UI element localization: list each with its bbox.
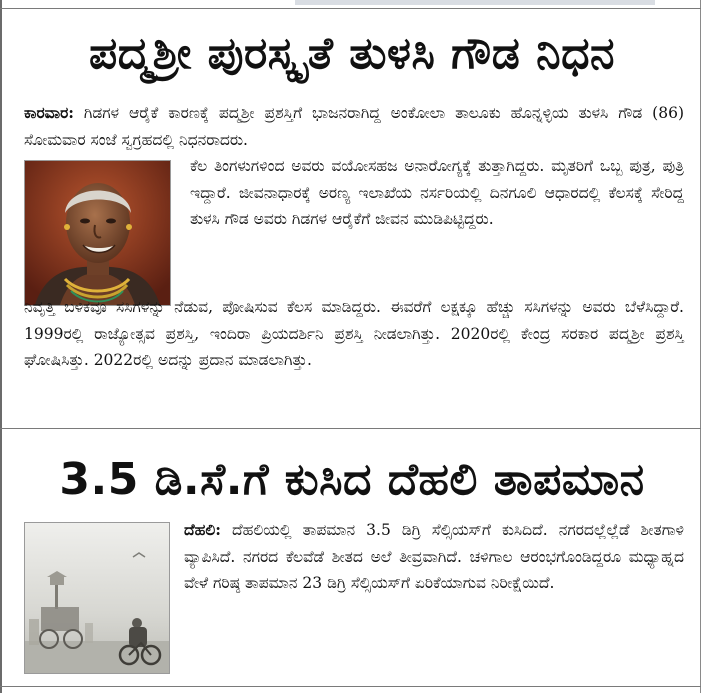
article-1-paragraph-3: ನಿವೃತ್ತಿ ಬಳಿಕವೂ ಸಸಿಗಳನ್ನು ನೆಡುವ, ಪೋಷಿಸುವ ಕೆಲಸ ಮಾಡಿದ್ದರು. ಈವರೆಗೆ ಲಕ್ಷಕ್ಕೂ ಹೆಚ್ಚು ಸಸಿಗಳನ್ನು ಅವರು ಬೆಳೆಸಿದ್ದಾರೆ. 1999ರಲ್ಲಿ ರಾಜ್ಯೋತ್ಸವ ಪ್ರಶಸ್ತಿ, ಇಂದಿರಾ ಪ್ರಿಯದರ್ಶಿನಿ ಪ್ರಶಸ್ತಿ ನೀಡಲಾಗಿತ್ತು. 2020ರಲ್ಲಿ ಕೇಂದ್ರ ಸರಕಾರ ಪದ್ಮಶ್ರೀ ಪ್ರಶಸ್ತಿ ಘೋಷಿಸಿತ್ತು. 2022ರಲ್ಲಿ ಅದನ್ನು ಪ್ರದಾನ ಮಾಡಲಾಗಿತ್ತು. bbox=[24, 298, 684, 369]
top-edge-strip bbox=[295, 0, 655, 5]
article-2-headline: 3.5 ಡಿ.ಸೆ.ಗೆ ಕುಸಿದ ದೆಹಲಿ ತಾಪಮಾನ bbox=[59, 454, 645, 505]
left-border bbox=[0, 0, 2, 693]
article-1-dateline: ಕಾರವಾರ: bbox=[24, 103, 74, 122]
article-1-paragraph-1 bbox=[24, 100, 684, 153]
right-column-rule bbox=[700, 0, 701, 693]
article-2-dateline: ದೆಹಲಿ: bbox=[184, 520, 221, 539]
tulasi-gowda-portrait-photo bbox=[24, 160, 171, 306]
article-1-paragraph-2: ಕೆಲ ತಿಂಗಳುಗಳಿಂದ ಅವರು ವಯೋಸಹಜ ಅನಾರೋಗ್ಯಕ್ಕೆ ತುತ್ತಾಗಿದ್ದರು. ಮೃತರಿಗೆ ಒಬ್ಬ ಪುತ್ರ, ಪುತ್ರಿ ಇದ್ದಾರೆ. ಜೀವನಾಧಾರಕ್ಕೆ ಅರಣ್ಯ ಇಲಾಖೆಯ ನರ್ಸರಿಯಲ್ಲಿ ದಿನಗೂಲಿ ಆಧಾರದಲ್ಲಿ ಕೆಲಸಕ್ಕೆ ಸೇರಿದ್ದ ತುಳಸಿ ಗೌಡ ಅವರು ಗಿಡಗಳ ಆರೈಕೆಗೆ ಜೀವನ ಮುಡಿಪಿಟ್ಟಿದ್ದರು. bbox=[190, 157, 684, 228]
bottom-rule bbox=[0, 686, 701, 687]
article-2-paragraph-1 bbox=[184, 517, 684, 597]
article-1-paragraph-1-text: ಗಿಡಗಳ ಆರೈಕೆ ಕಾರಣಕ್ಕೆ ಪದ್ಮಶ್ರೀ ಪ್ರಶಸ್ತಿಗೆ ಭಾಜನರಾಗಿದ್ದ ಅಂಕೋಲಾ ತಾಲೂಕು ಹೊನ್ನಳ್ಳಿಯ ತುಳಸಿ ಗೌಡ (86) ಸೋಮವಾರ ಸಂಜೆ ಸ್ವಗ್ರಹದಲ್ಲಿ ನಿಧನರಾದರು. bbox=[24, 104, 684, 149]
section-divider bbox=[0, 428, 701, 429]
delhi-fog-street-photo bbox=[24, 522, 170, 674]
article-1-headline: ಪದ್ಮಶ್ರೀ ಪುರಸ್ಕೃತೆ ತುಳಸಿ ಗೌಡ ನಿಧನ bbox=[89, 28, 615, 79]
top-rule bbox=[0, 8, 701, 9]
article-2-paragraph-1-text: ದೆಹಲಿಯಲ್ಲಿ ತಾಪಮಾನ 3.5 ಡಿಗ್ರಿ ಸೆಲ್ಸಿಯಸ್‌ಗೆ ಕುಸಿದಿದೆ. ನಗರದಲ್ಲೆಲ್ಲೆಡೆ ಶೀತಗಾಳಿ ವ್ಯಾಪಿಸಿದೆ. ನಗರದ ಕೆಲವೆಡೆ ಶೀತದ ಅಲೆ ತೀವ್ರವಾಗಿದೆ. ಚಳಿಗಾಲ ಆರಂಭಗೊಂಡಿದ್ದರೂ ಮಧ್ಯಾಹ್ನದ ವೇಳೆ ಗರಿಷ್ಠ ತಾಪಮಾನ 23 ಡಿಗ್ರಿ ಸೆಲ್ಸಿಯಸ್‌ಗೆ ಏರಿಕೆಯಾಗುವ ನಿರೀಕ್ಷೆಯಿದೆ. bbox=[184, 521, 684, 592]
